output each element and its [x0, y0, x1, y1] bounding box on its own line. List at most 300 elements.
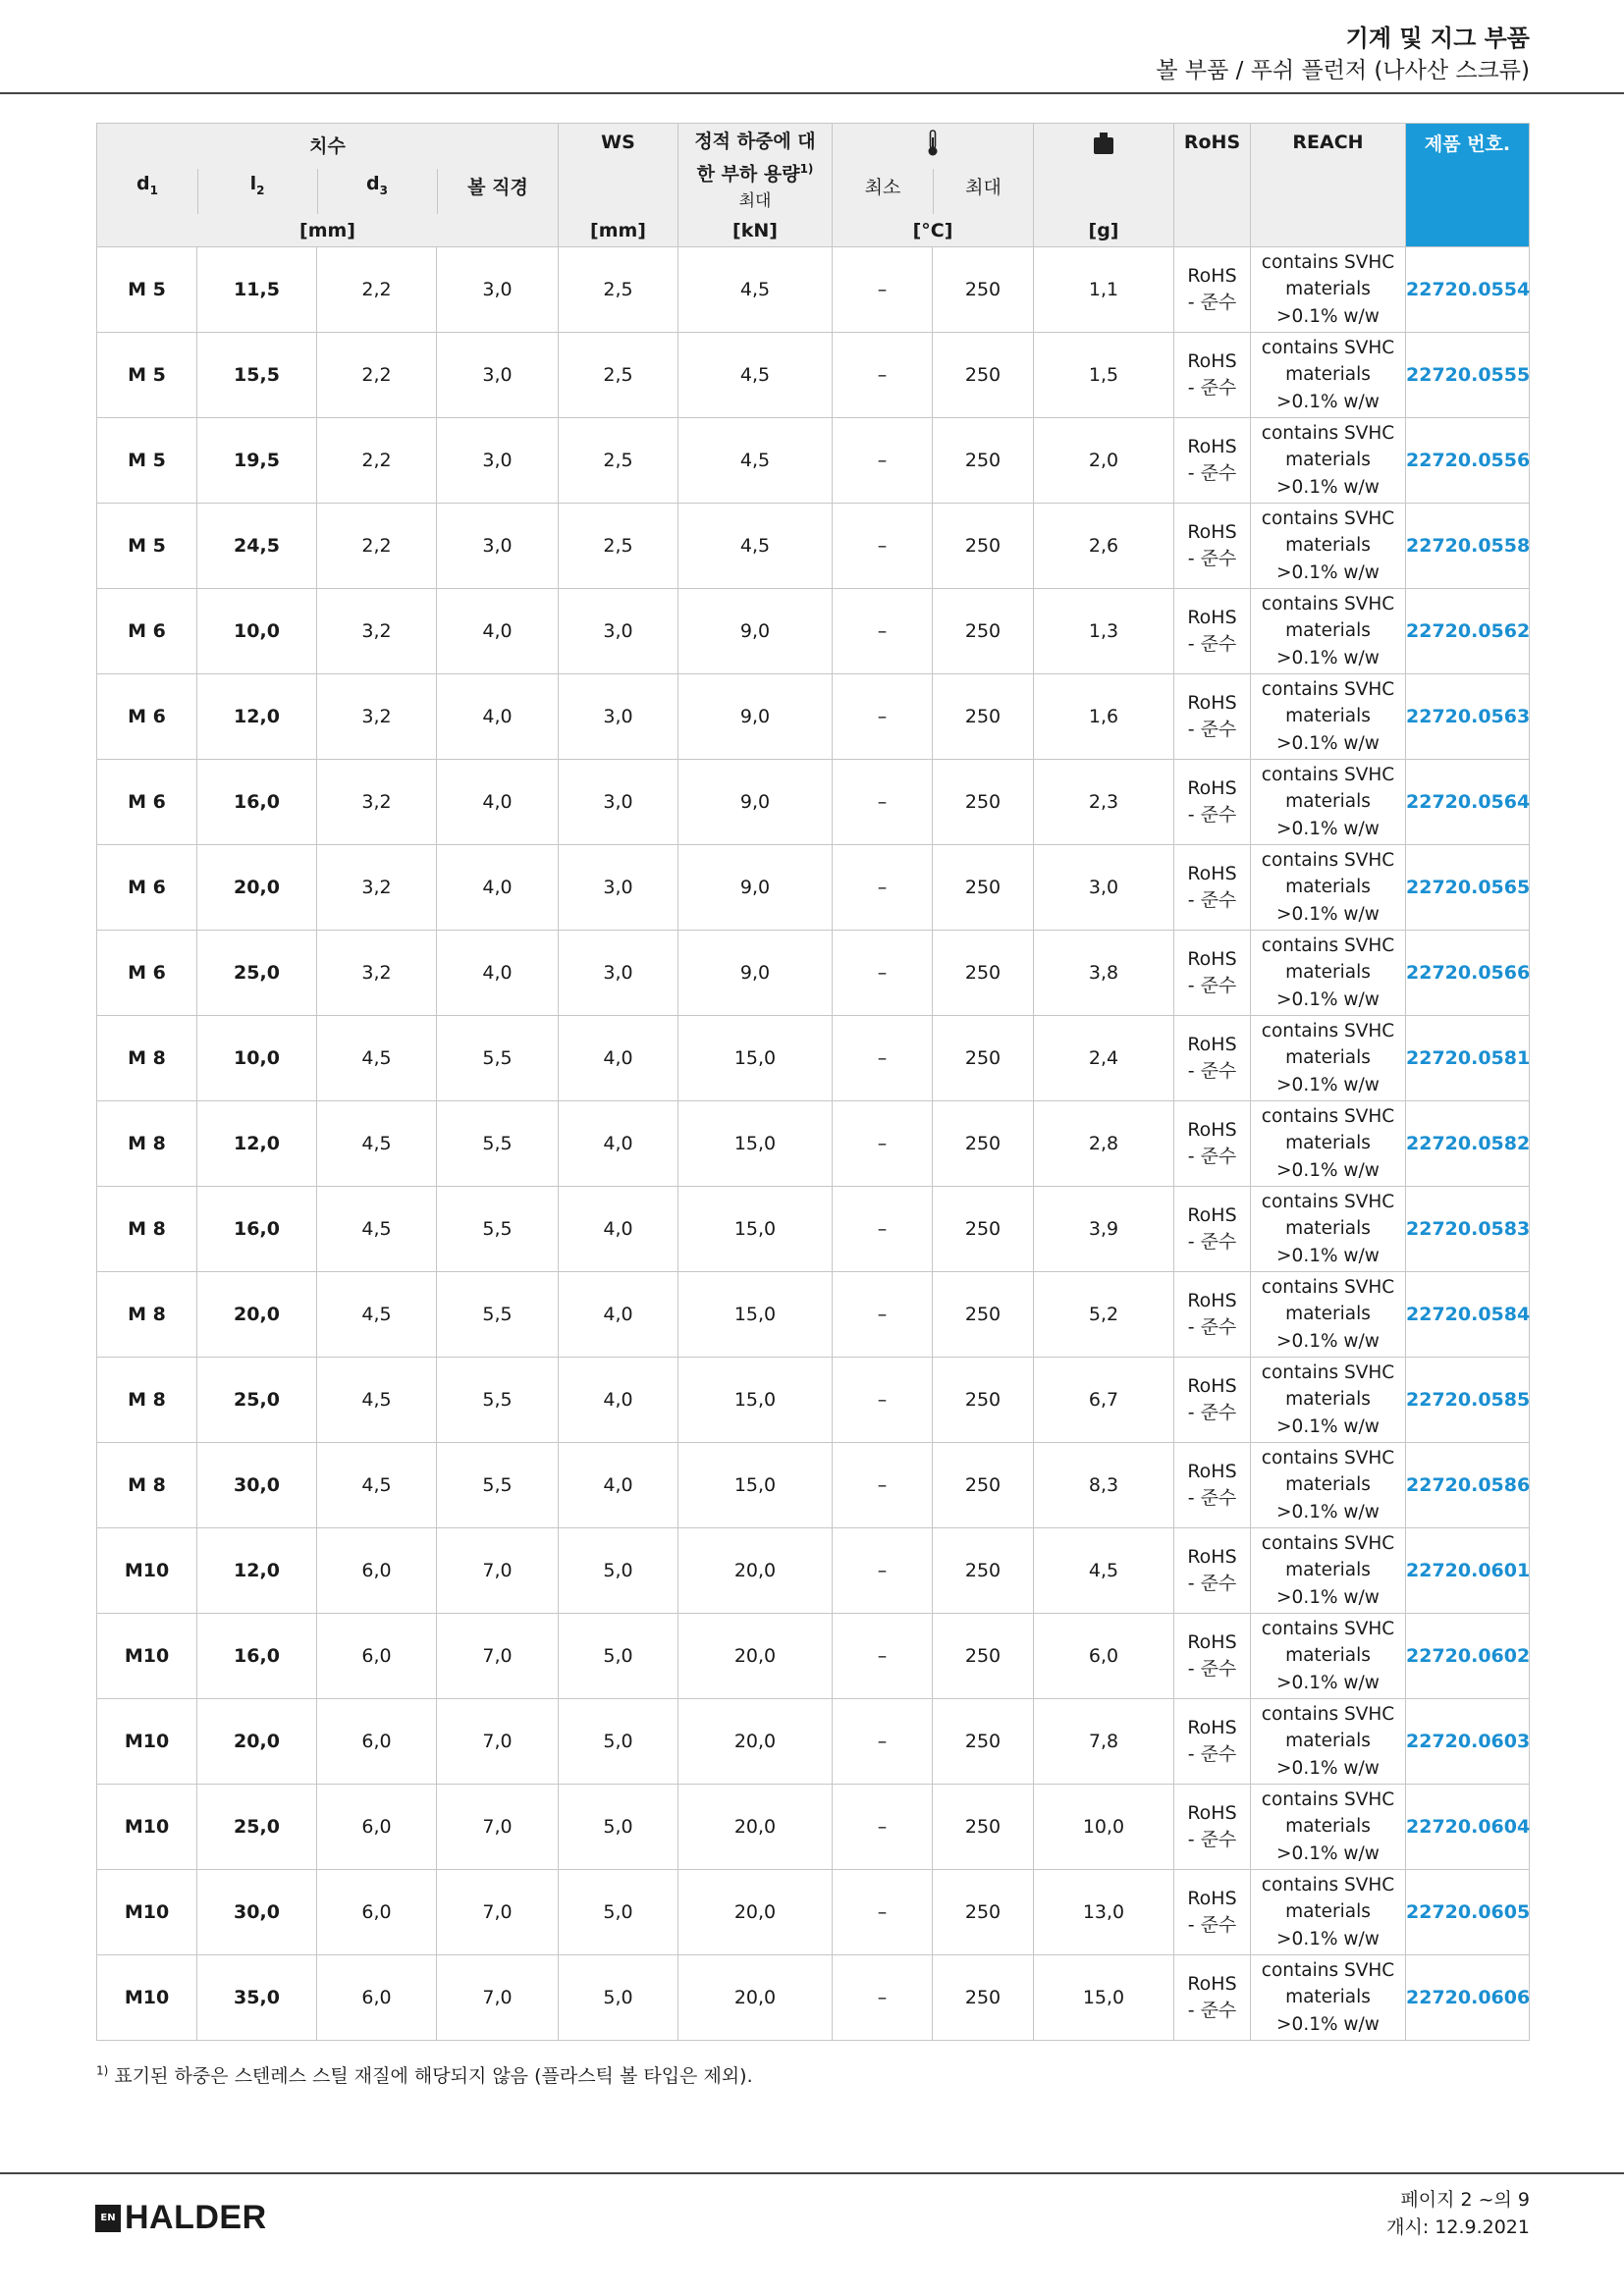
cell-temp-max: 250 [933, 247, 1034, 333]
cell-rohs: RoHS - 준수 [1174, 589, 1251, 674]
cell-ball-diameter: 7,0 [437, 1614, 559, 1699]
cell-d1: M10 [97, 1528, 197, 1614]
cell-rohs: RoHS - 준수 [1174, 674, 1251, 760]
cell-weight: 1,6 [1034, 674, 1174, 760]
cell-temp-min: – [833, 1870, 933, 1955]
cell-rohs: RoHS - 준수 [1174, 1443, 1251, 1528]
cell-temp-min: – [833, 504, 933, 589]
cell-ball-diameter: 3,0 [437, 247, 559, 333]
cell-d3: 2,2 [317, 504, 437, 589]
table-row [97, 247, 1530, 333]
cell-ball-diameter: 4,0 [437, 589, 559, 674]
reach-label: REACH [1292, 132, 1364, 153]
cell-rohs: RoHS - 준수 [1174, 1101, 1251, 1187]
product-number-link[interactable]: 22720.0581 [1406, 1016, 1530, 1101]
cell-ws: 5,0 [559, 1699, 678, 1785]
cell-ball-diameter: 7,0 [437, 1528, 559, 1614]
cell-temp-max: 250 [933, 1358, 1034, 1443]
cell-temp-min: – [833, 1187, 933, 1272]
cell-ball-diameter: 3,0 [437, 333, 559, 418]
cell-d3: 3,2 [317, 845, 437, 931]
product-number-link[interactable]: 22720.0556 [1406, 418, 1530, 504]
cell-d3: 4,5 [317, 1187, 437, 1272]
cell-reach: contains SVHC materials >0.1% w/w [1251, 1443, 1406, 1528]
table-row [97, 1870, 1530, 1955]
cell-weight: 2,4 [1034, 1016, 1174, 1101]
cell-temp-min: – [833, 1785, 933, 1870]
cell-ball-diameter: 4,0 [437, 931, 559, 1016]
cell-load: 4,5 [678, 504, 833, 589]
header-rohs [1174, 124, 1251, 247]
d3-header: $d_3$ [366, 173, 388, 197]
cell-temp-max: 250 [933, 1528, 1034, 1614]
spec-table [96, 123, 1530, 2041]
cell-temp-max: 250 [933, 1699, 1034, 1785]
cell-l2: 35,0 [197, 1955, 317, 2041]
cell-d1: M 8 [97, 1187, 197, 1272]
cell-d1: M 6 [97, 845, 197, 931]
table-row [97, 589, 1530, 674]
logo-mark: EN [95, 2205, 121, 2232]
cell-l2: 16,0 [197, 760, 317, 845]
cell-load: 20,0 [678, 1699, 833, 1785]
cell-temp-min: – [833, 1443, 933, 1528]
cell-ws: 2,5 [559, 504, 678, 589]
cell-load: 9,0 [678, 674, 833, 760]
cell-l2: 25,0 [197, 931, 317, 1016]
cell-reach: contains SVHC materials >0.1% w/w [1251, 1528, 1406, 1614]
product-number-link[interactable]: 22720.0558 [1406, 504, 1530, 589]
cell-d3: 4,5 [317, 1358, 437, 1443]
cell-temp-min: – [833, 418, 933, 504]
cell-ball-diameter: 5,5 [437, 1016, 559, 1101]
cell-d3: 2,2 [317, 247, 437, 333]
cell-ball-diameter: 5,5 [437, 1358, 559, 1443]
table-row [97, 674, 1530, 760]
cell-d1: M 5 [97, 504, 197, 589]
cell-rohs: RoHS - 준수 [1174, 1528, 1251, 1614]
table-row [97, 1016, 1530, 1101]
table-row [97, 1443, 1530, 1528]
cell-reach: contains SVHC materials >0.1% w/w [1251, 1955, 1406, 2041]
cell-reach: contains SVHC materials >0.1% w/w [1251, 845, 1406, 931]
cell-temp-min: – [833, 1699, 933, 1785]
cell-temp-max: 250 [933, 504, 1034, 589]
cell-weight: 2,8 [1034, 1101, 1174, 1187]
table-row [97, 1272, 1530, 1358]
cell-load: 20,0 [678, 1614, 833, 1699]
header-ws [559, 124, 678, 247]
cell-reach: contains SVHC materials >0.1% w/w [1251, 418, 1406, 504]
cell-l2: 11,5 [197, 247, 317, 333]
cell-rohs: RoHS - 준수 [1174, 931, 1251, 1016]
cell-temp-max: 250 [933, 333, 1034, 418]
cell-temp-min: – [833, 1614, 933, 1699]
cell-d3: 3,2 [317, 674, 437, 760]
cell-reach: contains SVHC materials >0.1% w/w [1251, 504, 1406, 589]
cell-ws: 5,0 [559, 1955, 678, 2041]
cell-rohs: RoHS - 준수 [1174, 1699, 1251, 1785]
cell-l2: 19,5 [197, 418, 317, 504]
table-row [97, 760, 1530, 845]
cell-l2: 12,0 [197, 1528, 317, 1614]
cell-l2: 16,0 [197, 1187, 317, 1272]
cell-reach: contains SVHC materials >0.1% w/w [1251, 1101, 1406, 1187]
cell-weight: 8,3 [1034, 1443, 1174, 1528]
cell-l2: 12,0 [197, 1101, 317, 1187]
cell-ball-diameter: 5,5 [437, 1101, 559, 1187]
cell-load: 9,0 [678, 760, 833, 845]
product-number-link[interactable]: 22720.0584 [1406, 1272, 1530, 1358]
product-number-link[interactable]: 22720.0605 [1406, 1870, 1530, 1955]
cell-l2: 16,0 [197, 1614, 317, 1699]
cell-weight: 2,0 [1034, 418, 1174, 504]
cell-d3: 6,0 [317, 1785, 437, 1870]
cell-d1: M 8 [97, 1272, 197, 1358]
cell-ws: 4,0 [559, 1443, 678, 1528]
cell-l2: 10,0 [197, 1016, 317, 1101]
cell-rohs: RoHS - 준수 [1174, 1955, 1251, 2041]
ws-label: WS [601, 132, 635, 153]
cell-l2: 12,0 [197, 674, 317, 760]
cell-temp-min: – [833, 674, 933, 760]
cell-d1: M10 [97, 1955, 197, 2041]
cell-l2: 20,0 [197, 1699, 317, 1785]
thermometer-icon [833, 130, 1033, 162]
table-row [97, 1187, 1530, 1272]
cell-l2: 30,0 [197, 1870, 317, 1955]
header-product-number [1406, 124, 1530, 247]
cell-ball-diameter: 4,0 [437, 674, 559, 760]
cell-rohs: RoHS - 준수 [1174, 1870, 1251, 1955]
temp-unit: [°C] [912, 220, 953, 241]
table-row [97, 1101, 1530, 1187]
page-subtitle: 볼 부품 / 푸쉬 플런저 (나사산 스크류) [1156, 58, 1530, 83]
cell-temp-min: – [833, 1955, 933, 2041]
cell-d1: M 8 [97, 1101, 197, 1187]
footnote: $^{1)}$ 표기된 하중은 스텐레스 스틸 재질에 해당되지 않음 (플라스틱 볼 타입은 제외). [96, 2063, 753, 2087]
cell-weight: 1,1 [1034, 247, 1174, 333]
cell-temp-max: 250 [933, 760, 1034, 845]
cell-ws: 3,0 [559, 760, 678, 845]
cell-reach: contains SVHC materials >0.1% w/w [1251, 1358, 1406, 1443]
cell-ball-diameter: 7,0 [437, 1955, 559, 2041]
cell-weight: 6,0 [1034, 1614, 1174, 1699]
cell-ws: 5,0 [559, 1870, 678, 1955]
cell-ws: 4,0 [559, 1358, 678, 1443]
product-number-link[interactable]: 22720.0554 [1406, 247, 1530, 333]
cell-weight: 7,8 [1034, 1699, 1174, 1785]
cell-temp-max: 250 [933, 1443, 1034, 1528]
cell-reach: contains SVHC materials >0.1% w/w [1251, 1785, 1406, 1870]
cell-weight: 5,2 [1034, 1272, 1174, 1358]
cell-weight: 3,8 [1034, 931, 1174, 1016]
page-info [1386, 2186, 1530, 2241]
cell-weight: 1,3 [1034, 589, 1174, 674]
cell-reach: contains SVHC materials >0.1% w/w [1251, 1699, 1406, 1785]
table-row [97, 1955, 1530, 2041]
cell-load: 4,5 [678, 333, 833, 418]
l2-header: $l_2$ [249, 173, 265, 197]
cell-l2: 25,0 [197, 1785, 317, 1870]
cell-rohs: RoHS - 준수 [1174, 418, 1251, 504]
cell-load: 20,0 [678, 1955, 833, 2041]
cell-load: 9,0 [678, 931, 833, 1016]
product-number-link[interactable]: 22720.0585 [1406, 1358, 1530, 1443]
weight-icon [1034, 132, 1173, 160]
cell-temp-max: 250 [933, 418, 1034, 504]
cell-temp-min: – [833, 931, 933, 1016]
cell-ws: 3,0 [559, 589, 678, 674]
table-body [97, 247, 1530, 2041]
cell-load: 20,0 [678, 1870, 833, 1955]
cell-d3: 6,0 [317, 1870, 437, 1955]
cell-temp-min: – [833, 333, 933, 418]
cell-load: 15,0 [678, 1443, 833, 1528]
cell-l2: 30,0 [197, 1443, 317, 1528]
page-number: 페이지 2 ~의 9 [1400, 2189, 1530, 2211]
table-row [97, 1699, 1530, 1785]
cell-rohs: RoHS - 준수 [1174, 845, 1251, 931]
cell-weight: 2,6 [1034, 504, 1174, 589]
table-row [97, 418, 1530, 504]
cell-d3: 2,2 [317, 418, 437, 504]
cell-reach: contains SVHC materials >0.1% w/w [1251, 1614, 1406, 1699]
cell-l2: 25,0 [197, 1358, 317, 1443]
cell-d3: 6,0 [317, 1699, 437, 1785]
cell-reach: contains SVHC materials >0.1% w/w [1251, 674, 1406, 760]
cell-ws: 4,0 [559, 1016, 678, 1101]
product-number-link[interactable]: 22720.0606 [1406, 1955, 1530, 2041]
cell-reach: contains SVHC materials >0.1% w/w [1251, 333, 1406, 418]
product-number-link[interactable]: 22720.0566 [1406, 931, 1530, 1016]
cell-rohs: RoHS - 준수 [1174, 1614, 1251, 1699]
cell-d3: 6,0 [317, 1614, 437, 1699]
temp-min-label: 최소 [864, 177, 901, 198]
table-row [97, 931, 1530, 1016]
header-dimensions [97, 124, 559, 247]
table-row [97, 845, 1530, 931]
cell-d1: M 5 [97, 333, 197, 418]
product-number-link[interactable]: 22720.0582 [1406, 1101, 1530, 1187]
cell-load: 4,5 [678, 418, 833, 504]
cell-l2: 24,5 [197, 504, 317, 589]
header-rule [0, 92, 1624, 94]
table-row [97, 333, 1530, 418]
logo-wordmark: HALDER [125, 2199, 267, 2236]
d1-header: $d_1$ [136, 173, 158, 197]
cell-load: 15,0 [678, 1272, 833, 1358]
cell-temp-max: 250 [933, 1785, 1034, 1870]
cell-ball-diameter: 5,5 [437, 1272, 559, 1358]
product-number-link[interactable]: 22720.0563 [1406, 674, 1530, 760]
cell-ws: 3,0 [559, 931, 678, 1016]
cell-weight: 13,0 [1034, 1870, 1174, 1955]
cell-temp-min: – [833, 247, 933, 333]
cell-ball-diameter: 5,5 [437, 1443, 559, 1528]
cell-ball-diameter: 3,0 [437, 504, 559, 589]
product-number-link[interactable]: 22720.0601 [1406, 1528, 1530, 1614]
cell-d1: M10 [97, 1870, 197, 1955]
cell-temp-min: – [833, 1358, 933, 1443]
cell-d3: 4,5 [317, 1016, 437, 1101]
cell-temp-max: 250 [933, 931, 1034, 1016]
cell-reach: contains SVHC materials >0.1% w/w [1251, 931, 1406, 1016]
cell-weight: 1,5 [1034, 333, 1174, 418]
cell-load: 9,0 [678, 589, 833, 674]
cell-weight: 3,9 [1034, 1187, 1174, 1272]
cell-rohs: RoHS - 준수 [1174, 1016, 1251, 1101]
cell-ball-diameter: 4,0 [437, 760, 559, 845]
cell-reach: contains SVHC materials >0.1% w/w [1251, 1016, 1406, 1101]
cell-l2: 10,0 [197, 589, 317, 674]
cell-temp-max: 250 [933, 1870, 1034, 1955]
cell-d1: M10 [97, 1785, 197, 1870]
cell-temp-min: – [833, 845, 933, 931]
cell-load: 15,0 [678, 1101, 833, 1187]
cell-d3: 6,0 [317, 1528, 437, 1614]
cell-d1: M 6 [97, 760, 197, 845]
ball-diameter-header: 볼 직경 [467, 177, 528, 198]
product-number-link[interactable]: 22720.0583 [1406, 1187, 1530, 1272]
cell-temp-max: 250 [933, 1272, 1034, 1358]
product-number-link[interactable]: 22720.0604 [1406, 1785, 1530, 1870]
cell-d3: 4,5 [317, 1443, 437, 1528]
cell-rohs: RoHS - 준수 [1174, 1785, 1251, 1870]
cell-d3: 6,0 [317, 1955, 437, 2041]
cell-temp-min: – [833, 760, 933, 845]
cell-rohs: RoHS - 준수 [1174, 333, 1251, 418]
cell-ball-diameter: 7,0 [437, 1870, 559, 1955]
cell-temp-max: 250 [933, 1955, 1034, 2041]
cell-ws: 4,0 [559, 1272, 678, 1358]
cell-d1: M 6 [97, 674, 197, 760]
issue-date: 개시: 12.9.2021 [1386, 2216, 1530, 2238]
cell-weight: 3,0 [1034, 845, 1174, 931]
cell-reach: contains SVHC materials >0.1% w/w [1251, 589, 1406, 674]
cell-weight: 10,0 [1034, 1785, 1174, 1870]
cell-reach: contains SVHC materials >0.1% w/w [1251, 760, 1406, 845]
cell-rohs: RoHS - 준수 [1174, 504, 1251, 589]
cell-d3: 4,5 [317, 1272, 437, 1358]
cell-rohs: RoHS - 준수 [1174, 1272, 1251, 1358]
cell-temp-max: 250 [933, 845, 1034, 931]
cell-temp-max: 250 [933, 1187, 1034, 1272]
product-number-link[interactable]: 22720.0555 [1406, 333, 1530, 418]
header-weight [1034, 124, 1174, 247]
cell-ball-diameter: 4,0 [437, 845, 559, 931]
cell-load: 15,0 [678, 1187, 833, 1272]
cell-d1: M10 [97, 1699, 197, 1785]
cell-reach: contains SVHC materials >0.1% w/w [1251, 1272, 1406, 1358]
header-temperature [833, 124, 1034, 247]
cell-l2: 20,0 [197, 845, 317, 931]
table-row [97, 1785, 1530, 1870]
table-row [97, 504, 1530, 589]
table-row [97, 1528, 1530, 1614]
cell-ws: 3,0 [559, 845, 678, 931]
ws-unit: [mm] [590, 220, 646, 241]
rohs-label: RoHS [1183, 132, 1241, 153]
table-row [97, 1614, 1530, 1699]
cell-temp-max: 250 [933, 674, 1034, 760]
cell-reach: contains SVHC materials >0.1% w/w [1251, 1187, 1406, 1272]
cell-reach: contains SVHC materials >0.1% w/w [1251, 1870, 1406, 1955]
product-number-link[interactable]: 22720.0562 [1406, 589, 1530, 674]
cell-temp-max: 250 [933, 589, 1034, 674]
weight-unit: [g] [1088, 220, 1119, 241]
cell-l2: 20,0 [197, 1272, 317, 1358]
page-title: 기계 및 지그 부품 [1345, 25, 1530, 52]
cell-ws: 5,0 [559, 1785, 678, 1870]
product-number-link[interactable]: 22720.0586 [1406, 1443, 1530, 1528]
cell-temp-min: – [833, 1528, 933, 1614]
cell-load: 20,0 [678, 1528, 833, 1614]
cell-load: 20,0 [678, 1785, 833, 1870]
cell-d1: M 8 [97, 1443, 197, 1528]
cell-temp-max: 250 [933, 1016, 1034, 1101]
cell-ws: 2,5 [559, 418, 678, 504]
header-load [678, 124, 833, 247]
cell-ws: 5,0 [559, 1614, 678, 1699]
cell-d1: M 5 [97, 247, 197, 333]
cell-d1: M 6 [97, 931, 197, 1016]
cell-d3: 3,2 [317, 589, 437, 674]
unit-mm: [mm] [299, 220, 355, 241]
cell-rohs: RoHS - 준수 [1174, 247, 1251, 333]
product-number-link[interactable]: 22720.0602 [1406, 1614, 1530, 1699]
cell-l2: 15,5 [197, 333, 317, 418]
cell-d1: M 5 [97, 418, 197, 504]
cell-rohs: RoHS - 준수 [1174, 1187, 1251, 1272]
cell-weight: 15,0 [1034, 1955, 1174, 2041]
load-unit: [kN] [732, 220, 778, 241]
cell-d3: 3,2 [317, 760, 437, 845]
table-row [97, 1358, 1530, 1443]
halder-logo [95, 2199, 267, 2237]
load-label: 정적 하중에 대 한 부하 용량$^{1)}$ 최대 [694, 131, 816, 212]
cell-ws: 4,0 [559, 1101, 678, 1187]
cell-load: 15,0 [678, 1016, 833, 1101]
cell-d1: M 8 [97, 1358, 197, 1443]
cell-rohs: RoHS - 준수 [1174, 1358, 1251, 1443]
cell-weight: 2,3 [1034, 760, 1174, 845]
footer-rule [0, 2172, 1624, 2174]
product-number-label: 제품 번호. [1424, 133, 1511, 155]
page-header [1156, 22, 1530, 86]
cell-temp-max: 250 [933, 1101, 1034, 1187]
cell-ws: 4,0 [559, 1187, 678, 1272]
cell-temp-max: 250 [933, 1614, 1034, 1699]
cell-ball-diameter: 7,0 [437, 1699, 559, 1785]
cell-temp-min: – [833, 589, 933, 674]
cell-ws: 5,0 [559, 1528, 678, 1614]
cell-temp-min: – [833, 1272, 933, 1358]
cell-d3: 2,2 [317, 333, 437, 418]
cell-load: 15,0 [678, 1358, 833, 1443]
cell-reach: contains SVHC materials >0.1% w/w [1251, 247, 1406, 333]
product-number-link[interactable]: 22720.0564 [1406, 760, 1530, 845]
product-number-link[interactable]: 22720.0565 [1406, 845, 1530, 931]
cell-ball-diameter: 3,0 [437, 418, 559, 504]
cell-d1: M 8 [97, 1016, 197, 1101]
cell-d1: M10 [97, 1614, 197, 1699]
cell-ball-diameter: 5,5 [437, 1187, 559, 1272]
cell-weight: 4,5 [1034, 1528, 1174, 1614]
cell-load: 9,0 [678, 845, 833, 931]
product-number-link[interactable]: 22720.0603 [1406, 1699, 1530, 1785]
cell-temp-min: – [833, 1101, 933, 1187]
